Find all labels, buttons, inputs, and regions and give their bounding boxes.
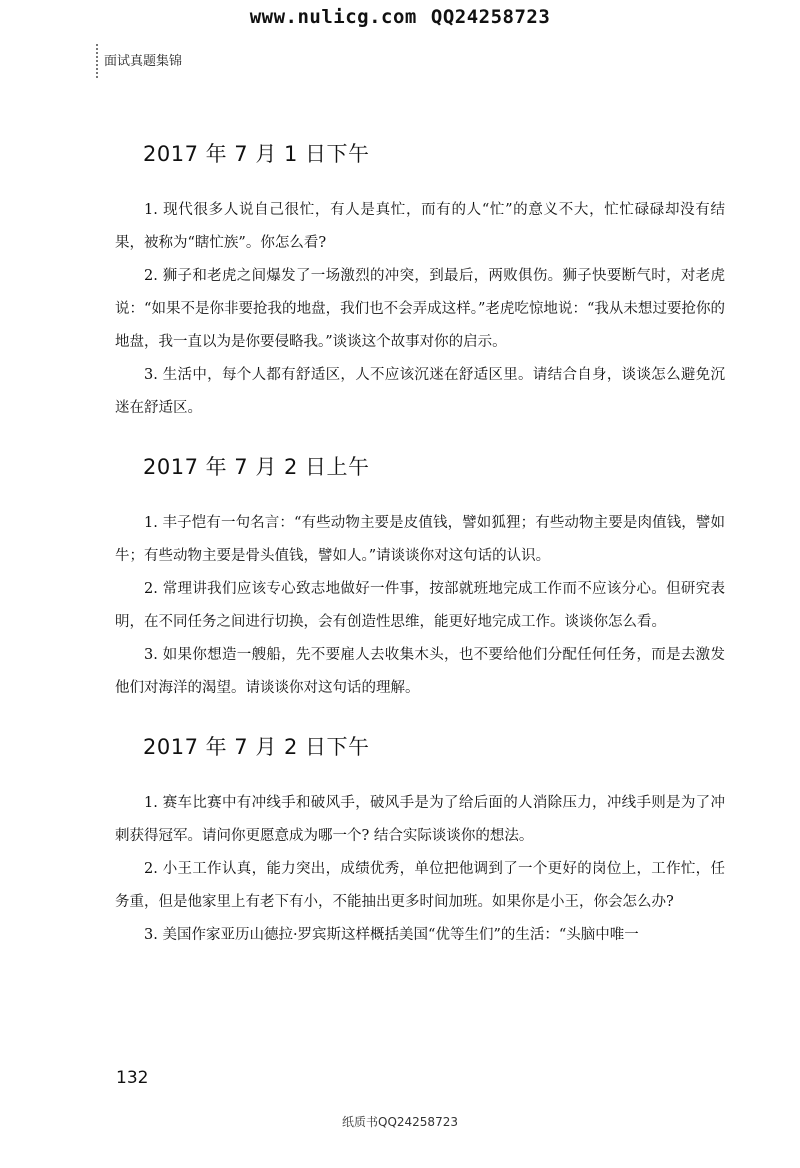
question: 2. 小王工作认真，能力突出，成绩优秀，单位把他调到了一个更好的岗位上，工作忙，任务重，但是他家里上有老下有小，不能抽出更多时间加班。如果你是小王，你会怎么办? — [115, 861, 725, 910]
header-qq: QQ24258723 — [430, 6, 551, 28]
margin-dots — [96, 44, 101, 78]
section-title: 2017 年 7 月 2 日下午 — [143, 735, 370, 759]
question: 3. 生活中，每个人都有舒适区，人不应该沉迷在舒适区里。请结合自身，谈谈怎么避免沉迷在舒适区。 — [115, 367, 725, 416]
main-content — [115, 128, 725, 978]
header-site: www.nulicg.com — [249, 6, 417, 28]
page-footer: 纸质书QQ24258723 — [342, 1115, 458, 1129]
page-number: 132 — [116, 1068, 149, 1088]
section-title: 2017 年 7 月 1 日下午 — [143, 142, 370, 166]
section-jul1-pm — [115, 138, 725, 425]
question: 1. 现代很多人说自己很忙，有人是真忙，而有的人“忙”的意义不大，忙忙碌碌却没有结果，被称为“瞎忙族”。你怎么看? — [115, 202, 725, 251]
question: 1. 赛车比赛中有冲线手和破风手，破风手是为了给后面的人消除压力，冲线手则是为了冲刺获得冠军。请问你更愿意成为哪一个? 结合实际谈谈你的想法。 — [115, 795, 725, 844]
question: 3. 美国作家亚历山德拉·罗宾斯这样概括美国“优等生们”的生活：“头脑中唯一 — [144, 927, 639, 943]
page-header — [0, 6, 800, 28]
section-jul2-am — [115, 451, 725, 705]
question: 2. 狮子和老虎之间爆发了一场激烈的冲突，到最后，两败俱伤。狮子快要断气时，对老虎说：“如果不是你非要抢我的地盘，我们也不会弄成这样。”老虎吃惊地说：“我从未想过要抢你的地盘，我一直以为是你要侵略我。”谈谈这个故事对你的启示。 — [115, 268, 725, 350]
section-title: 2017 年 7 月 2 日上午 — [143, 455, 370, 479]
question: 3. 如果你想造一艘船，先不要雇人去收集木头，也不要给他们分配任何任务，而是去激发他们对海洋的渴望。请谈谈你对这句话的理解。 — [115, 647, 725, 696]
question: 2. 常理讲我们应该专心致志地做好一件事，按部就班地完成工作而不应该分心。但研究表明，在不同任务之间进行切换，会有创造性思维，能更好地完成工作。谈谈你怎么看。 — [115, 581, 725, 630]
question: 1. 丰子恺有一句名言：“有些动物主要是皮值钱，譬如狐狸；有些动物主要是肉值钱，譬如牛；有些动物主要是骨头值钱，譬如人。”请谈谈你对这句话的认识。 — [115, 515, 725, 564]
running-title: 面试真题集锦 — [104, 54, 183, 69]
section-jul2-pm — [115, 731, 725, 952]
